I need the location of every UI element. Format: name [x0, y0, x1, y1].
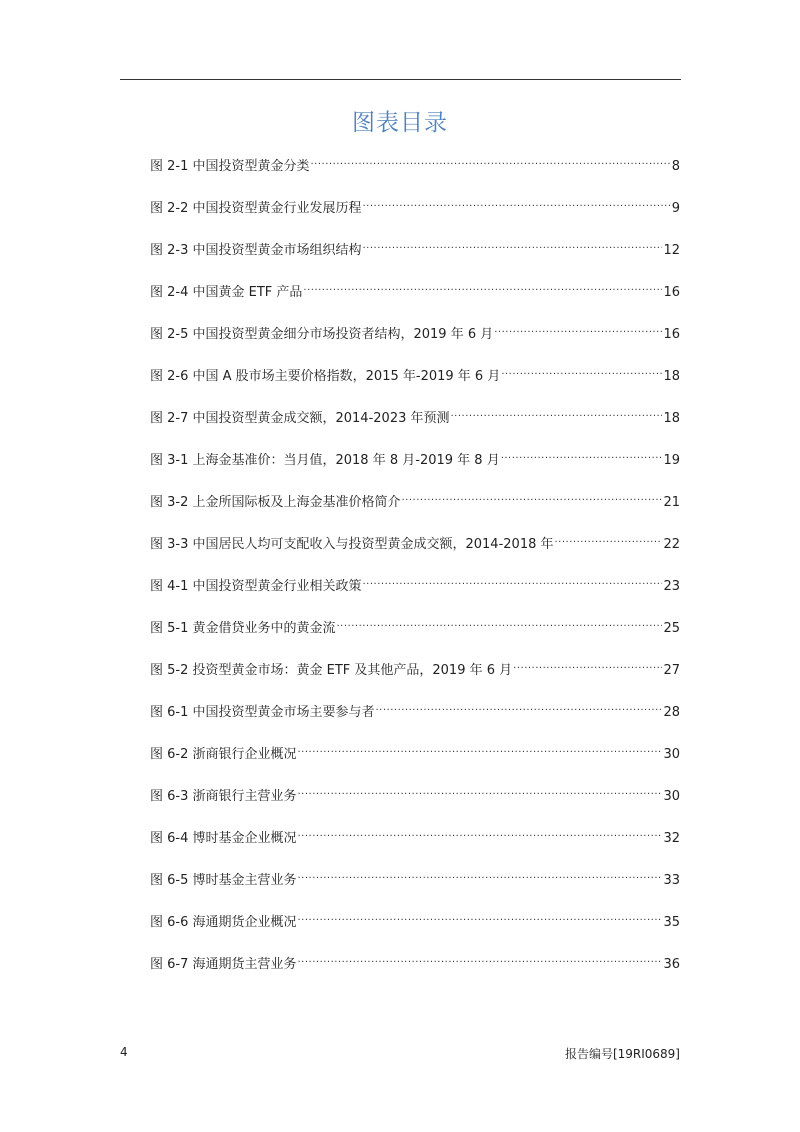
- toc-entry-page: 25: [663, 621, 680, 636]
- toc-entry[interactable]: [150, 276, 680, 300]
- toc-entry-label: 图 6-5 博时基金主营业务: [150, 873, 297, 888]
- toc-entry-page: 21: [663, 495, 680, 510]
- toc-entry-label: 图 6-4 博时基金企业概况: [150, 831, 297, 846]
- toc-entry[interactable]: [150, 780, 680, 804]
- toc-entry-label: 图 2-7 中国投资型黄金成交额，2014-2023 年预测: [150, 411, 450, 426]
- toc-entry-label: 图 6-3 浙商银行主营业务: [150, 789, 297, 804]
- toc-entry-page: 23: [663, 579, 680, 594]
- toc-entry[interactable]: [150, 528, 680, 552]
- toc-entry-page: 9: [671, 201, 680, 216]
- toc-entry[interactable]: [150, 612, 680, 636]
- toc-entry-label: 图 5-2 投资型黄金市场：黄金 ETF 及其他产品，2019 年 6 月: [150, 663, 513, 678]
- header-rule: [120, 79, 681, 80]
- toc-leader-dots: [513, 654, 662, 674]
- toc-entry-label: 图 2-6 中国 A 股市场主要价格指数，2015 年-2019 年 6 月: [150, 369, 501, 384]
- toc-entry[interactable]: [150, 864, 680, 888]
- page-number: 4: [120, 1045, 128, 1059]
- toc-entry[interactable]: [150, 444, 680, 468]
- toc-leader-dots: [363, 570, 663, 590]
- toc-entry-page: 18: [663, 411, 680, 426]
- toc-leader-dots: [451, 402, 663, 422]
- toc-entry-page: 16: [663, 285, 680, 300]
- toc-leader-dots: [337, 612, 663, 632]
- toc-entry-page: 27: [663, 663, 680, 678]
- toc-entry-page: 16: [663, 327, 680, 342]
- toc-entry[interactable]: [150, 654, 680, 678]
- toc-leader-dots: [298, 906, 663, 926]
- toc-leader-dots: [298, 864, 663, 884]
- toc-entry-label: 图 6-7 海通期货主营业务: [150, 957, 297, 972]
- toc-entry-page: 22: [663, 537, 680, 552]
- toc-leader-dots: [298, 948, 663, 968]
- toc-entry-label: 图 2-2 中国投资型黄金行业发展历程: [150, 201, 362, 216]
- toc-entry-label: 图 3-3 中国居民人均可支配收入与投资型黄金成交额，2014-2018 年: [150, 537, 554, 552]
- toc-entry-label: 图 6-2 浙商银行企业概况: [150, 747, 297, 762]
- toc-entry-label: 图 2-3 中国投资型黄金市场组织结构: [150, 243, 362, 258]
- toc-entry[interactable]: [150, 192, 680, 216]
- toc-entry-page: 8: [671, 159, 680, 174]
- toc-entry-page: 32: [663, 831, 680, 846]
- toc-entry-page: 35: [663, 915, 680, 930]
- toc-leader-dots: [501, 444, 663, 464]
- toc-entry-label: 图 5-1 黄金借贷业务中的黄金流: [150, 621, 336, 636]
- toc-leader-dots: [303, 276, 662, 296]
- toc-leader-dots: [298, 738, 663, 758]
- toc-entry[interactable]: [150, 150, 680, 174]
- toc-leader-dots: [363, 192, 671, 212]
- toc-entry-label: 图 3-1 上海金基准价：当月值，2018 年 8 月-2019 年 8 月: [150, 453, 500, 468]
- toc-entry-page: 19: [663, 453, 680, 468]
- page-title: 图表目录: [352, 110, 448, 136]
- toc-entry[interactable]: [150, 486, 680, 510]
- toc-entry-label: 图 6-6 海通期货企业概况: [150, 915, 297, 930]
- toc-leader-dots: [363, 234, 663, 254]
- toc-leader-dots: [494, 318, 662, 338]
- toc-entry-page: 36: [663, 957, 680, 972]
- toc-entry-page: 30: [663, 789, 680, 804]
- toc-entry-label: 图 2-1 中国投资型黄金分类: [150, 159, 310, 174]
- toc-leader-dots: [501, 360, 662, 380]
- toc-entry-page: 33: [663, 873, 680, 888]
- toc-leader-dots: [555, 528, 663, 548]
- toc-entry-label: 图 2-4 中国黄金 ETF 产品: [150, 285, 303, 300]
- toc-leader-dots: [298, 822, 663, 842]
- toc-entry[interactable]: [150, 822, 680, 846]
- toc-entry[interactable]: [150, 906, 680, 930]
- toc-entry[interactable]: [150, 402, 680, 426]
- toc-entry-page: 30: [663, 747, 680, 762]
- toc-entry[interactable]: [150, 234, 680, 258]
- toc-entry-label: 图 2-5 中国投资型黄金细分市场投资者结构，2019 年 6 月: [150, 327, 494, 342]
- toc-entry[interactable]: [150, 360, 680, 384]
- toc-entry[interactable]: [150, 738, 680, 762]
- toc-leader-dots: [298, 780, 663, 800]
- report-number: 报告编号[19RI0689]: [564, 1047, 680, 1061]
- toc-entry[interactable]: [150, 696, 680, 720]
- toc-entry[interactable]: [150, 318, 680, 342]
- toc-entry-page: 12: [663, 243, 680, 258]
- toc-entry-label: 图 6-1 中国投资型黄金市场主要参与者: [150, 705, 375, 720]
- toc-leader-dots: [311, 150, 671, 170]
- toc-entry-page: 18: [663, 369, 680, 384]
- toc-leader-dots: [376, 696, 663, 716]
- toc-entry-page: 28: [663, 705, 680, 720]
- toc-entry[interactable]: [150, 570, 680, 594]
- toc-entry-label: 图 4-1 中国投资型黄金行业相关政策: [150, 579, 362, 594]
- toc-leader-dots: [402, 486, 663, 506]
- toc-entry[interactable]: [150, 948, 680, 972]
- toc-entry-label: 图 3-2 上金所国际板及上海金基准价格简介: [150, 495, 401, 510]
